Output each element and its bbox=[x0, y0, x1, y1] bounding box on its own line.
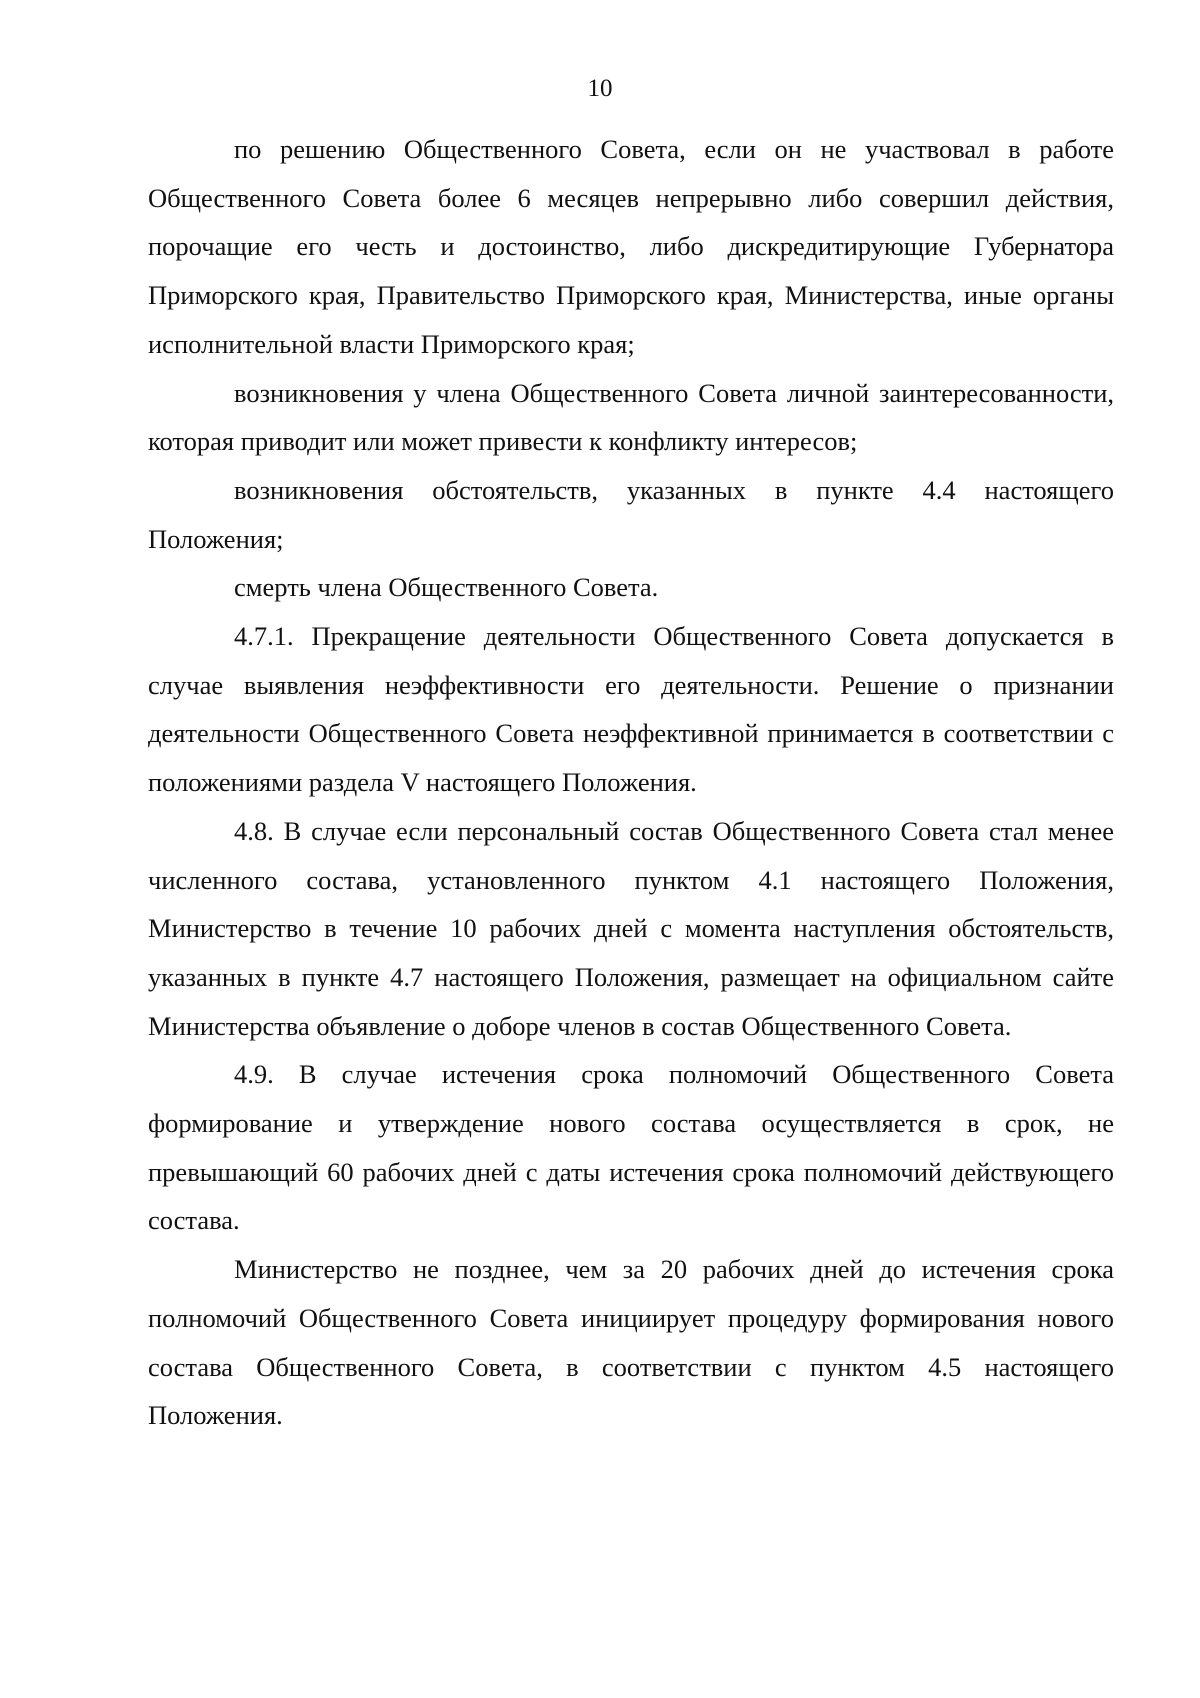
paragraph-4-7-1: 4.7.1. Прекращение деятельности Общественного Совета допускается в случае выявления неэффективности его деятельности. Решение о признании деятельности Общественного Совета неэффективной принимается в соответствии с положениями раздела V настоящего Положения. bbox=[148, 621, 1114, 798]
paragraph-ministry-initiates-formation: Министерство не позднее, чем за 20 рабочих дней до истечения срока полномочий Общественного Совета инициирует процедуру формирования нового состава Общественного Совета, в соответствии с пунктом 4.5 настоящего Положения. bbox=[148, 1254, 1114, 1431]
paragraph-4-9: 4.9. В случае истечения срока полномочий Общественного Совета формирование и утверждение нового состава осуществляется в срок, не превышающий 60 рабочих дней с даты истечения срока полномочий действующего состава. bbox=[148, 1059, 1114, 1236]
document-body bbox=[148, 125, 1114, 1440]
paragraph-death-of-member: смерть члена Общественного Совета. bbox=[234, 572, 659, 603]
paragraph-4-8: 4.8. В случае если персональный состав Общественного Совета стал менее численного состава, установленного пунктом 4.1 настоящего Положения, Министерство в течение 10 рабочих дней с момента наступления обстоятельств, указанных в пункте 4.7 настоящего Положения, размещает на официальном сайте Министерства объявление о доборе членов в состав Общественного Совета. bbox=[148, 815, 1114, 1041]
paragraph-termination-by-council-decision: по решению Общественного Совета, если он не участвовал в работе Общественного Совета более 6 месяцев непрерывно либо совершил действия, порочащие его честь и достоинство, либо дискредитирующие Губернатора Приморского края, Правительство Приморского края, Министерства, иные органы исполнительной власти Приморского края; bbox=[148, 134, 1114, 359]
paragraph-conflict-of-interest: возникновения у члена Общественного Совета личной заинтересованности, которая приводит или может привести к конфликту интересов; bbox=[148, 377, 1114, 457]
page-number: 10 bbox=[587, 75, 613, 102]
paragraph-circumstances-4-4: возникновения обстоятельств, указанных в пункте 4.4 настоящего Положения; bbox=[148, 474, 1114, 554]
